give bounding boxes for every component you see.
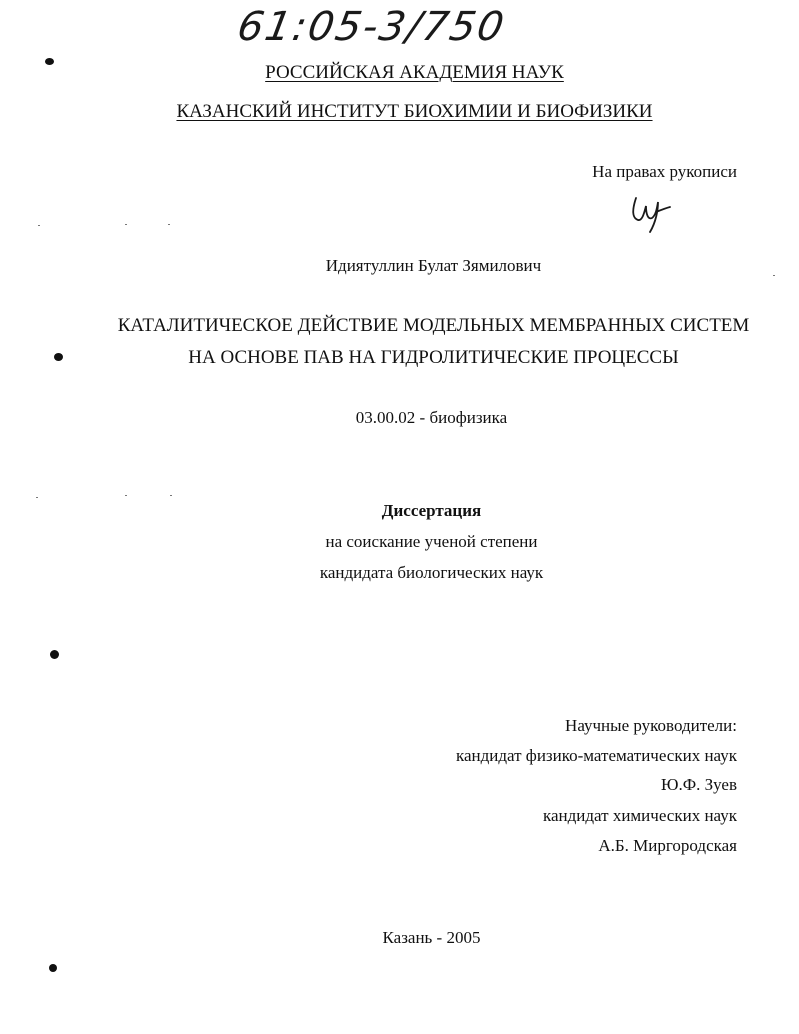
city-year: Казань - 2005: [382, 928, 481, 947]
archive-number: 61:05-3/750: [233, 4, 510, 50]
academy-heading: РОССИЙСКАЯ АКАДЕМИЯ НАУК: [265, 62, 564, 83]
scan-speck: [168, 224, 170, 225]
supervisor-2-degree: кандидат химических наук: [543, 806, 737, 825]
scan-speck: [38, 225, 40, 226]
scan-mark-4: [49, 964, 57, 972]
degree-line-2: кандидата биологических наук: [319, 563, 544, 582]
degree-line-1: на соискание ученой степени: [325, 532, 538, 551]
supervisor-1-degree: кандидат физико-математических наук: [455, 746, 737, 765]
scan-speck: [170, 495, 172, 496]
scan-speck: [36, 497, 38, 498]
supervisors-heading: Научные руководители:: [565, 716, 737, 735]
specialty: 03.00.02 - биофизика: [355, 408, 508, 427]
dissertation-heading: Диссертация: [381, 501, 482, 520]
author-name: Идиятуллин Булат Зямилович: [325, 256, 542, 275]
scan-speck: [125, 495, 127, 496]
title-line-2: НА ОСНОВЕ ПАВ НА ГИДРОЛИТИЧЕСКИЕ ПРОЦЕССЫ: [188, 347, 679, 368]
scan-speck: [125, 224, 127, 225]
supervisor-1-name: Ю.Ф. Зуев: [660, 775, 737, 794]
rights-notice: На правах рукописи: [592, 162, 737, 181]
scan-mark-3: [50, 650, 59, 659]
signature: [628, 190, 678, 238]
institute-heading: КАЗАНСКИЙ ИНСТИТУТ БИОХИМИИ И БИОФИЗИКИ: [176, 101, 653, 122]
title-line-1: КАТАЛИТИЧЕСКОЕ ДЕЙСТВИЕ МОДЕЛЬНЫХ МЕМБРАННЫХ СИСТЕМ: [117, 315, 750, 336]
supervisor-2-name: А.Б. Миргородская: [598, 836, 737, 855]
